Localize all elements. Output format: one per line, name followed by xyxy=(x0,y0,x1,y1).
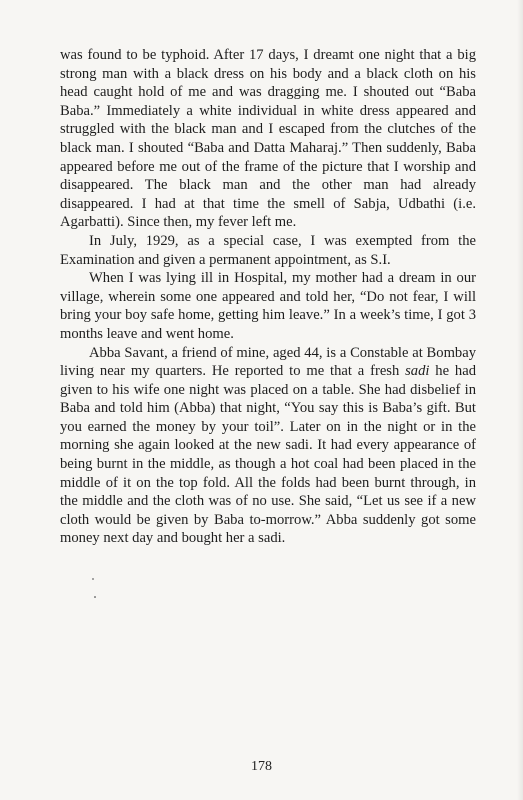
page-edge-shadow xyxy=(517,0,523,800)
scan-speck xyxy=(92,578,94,580)
page-number: 178 xyxy=(251,759,272,774)
paragraph-4 xyxy=(60,344,476,549)
paragraph-1: was found to be typhoid. After 17 days, I dreamt one night that a big strong man with a black dress on his body and a black cloth on his head caught hold of me and was dragging me. I shouted out “Baba Baba.” Immediately a white individual in white dress appeared and struggled with the black man and I escaped from the clutches of the black man. I shouted “Baba and Datta Maharaj.” Then suddenly, Baba appeared before me out of the frame of the picture that I worship and disappeared. The black man and the other man had already disappeared. I had at that time the smell of Sabja, Udbathi (i.e. Agarbatti). Since then, my fever left me. xyxy=(60,47,476,231)
scan-speck xyxy=(94,596,96,598)
paragraph-4-italic-word: sadi xyxy=(405,363,430,380)
paragraph-3: When I was lying ill in Hospital, my mother had a dream in our village, wherein some one appeared and told her, “Do not fear, I will bring your boy safe home, getting him leave.” In a week’s time, I got 3 months leave and went home. xyxy=(60,270,476,342)
body-text xyxy=(60,46,476,548)
paragraph-4-part-2: he had given to his wife one night was placed on a table. She had disbelief in Baba and told him (Abba) that night, “You say this is Baba’s gift. But you earned the money by your toil”. Later on in the night or in the morning she again looked at the new sadi. It had every appearance of being burnt in the middle, as though a hot coal had been placed in the middle of it on the top fold. All the folds had been burnt through, in the middle and the cloth was of no use. She said, “Let us see if a new cloth would be given by Baba to-morrow.” Abba suddenly got some money next day and bought her a sadi. xyxy=(60,363,476,547)
paragraph-2: In July, 1929, as a special case, I was exempted from the Examination and given a permanent appointment, as S.I. xyxy=(60,232,476,268)
paragraph-4-part-1: Abba Savant, a friend of mine, aged 44, is a Constable at Bombay living near my quarters. He reported to me that a fresh xyxy=(60,344,476,380)
